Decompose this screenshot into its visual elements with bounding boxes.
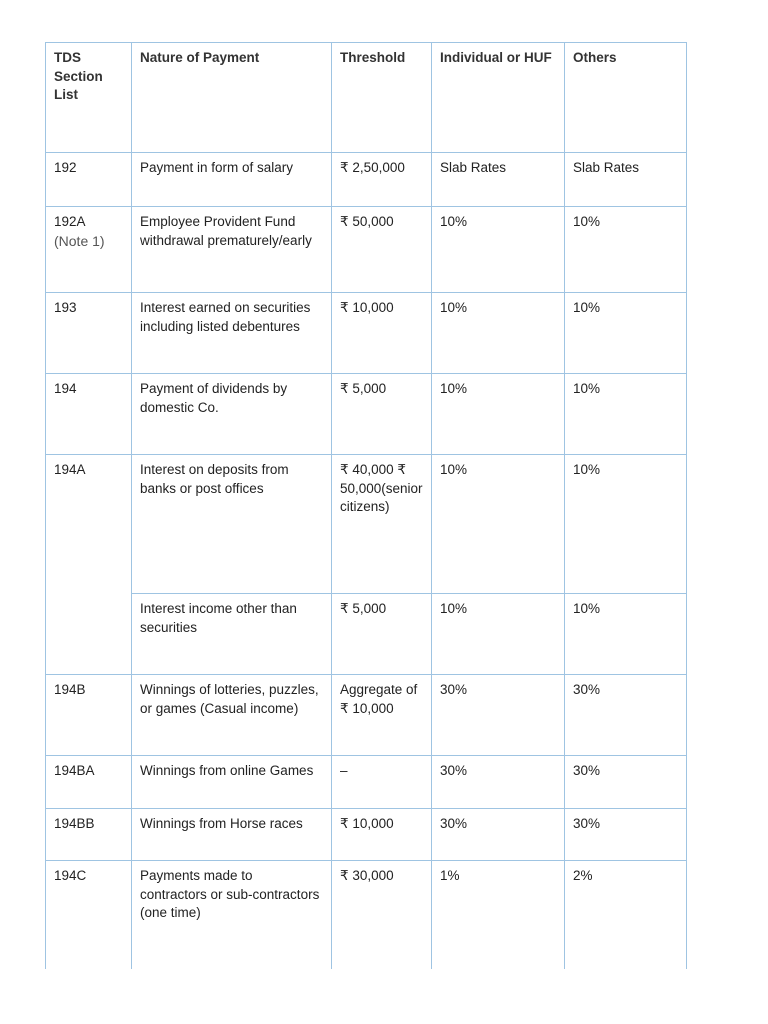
cell-nature: Payment in form of salary xyxy=(132,153,332,207)
header-threshold: Threshold xyxy=(332,43,432,153)
cell-section xyxy=(46,153,132,207)
header-row xyxy=(46,43,687,153)
cell-section xyxy=(46,374,132,455)
header-individual: Individual or HUF xyxy=(432,43,565,153)
cell-threshold: ₹ 5,000 xyxy=(332,374,432,455)
cell-others: 30% xyxy=(565,809,687,861)
cell-threshold: – xyxy=(332,756,432,809)
cell-individual: 1% xyxy=(432,861,565,976)
table-row xyxy=(46,293,687,374)
cell-threshold: ₹ 40,000 ₹ 50,000(senior citizens) xyxy=(332,455,432,594)
cell-nature: Payment of dividends by domestic Co. xyxy=(132,374,332,455)
section-code: 194A xyxy=(54,462,86,477)
cell-threshold: ₹ 5,000 xyxy=(332,594,432,675)
cell-nature: Winnings of lotteries, puzzles, or games (Casual income) xyxy=(132,675,332,756)
table-row xyxy=(46,861,687,976)
section-code: 194B xyxy=(54,682,86,697)
cell-individual: 30% xyxy=(432,809,565,861)
table-row xyxy=(46,756,687,809)
cell-others: 10% xyxy=(565,293,687,374)
cell-individual: Slab Rates xyxy=(432,153,565,207)
cell-others: 10% xyxy=(565,374,687,455)
cell-section xyxy=(46,756,132,809)
cell-section xyxy=(46,675,132,756)
cell-nature: Winnings from Horse races xyxy=(132,809,332,861)
cell-individual: 10% xyxy=(432,207,565,293)
table-body xyxy=(46,153,687,976)
table-row xyxy=(46,809,687,861)
header-nature: Nature of Payment xyxy=(132,43,332,153)
cell-nature: Winnings from online Games xyxy=(132,756,332,809)
tds-rates-table xyxy=(45,42,687,976)
cell-others: 10% xyxy=(565,455,687,594)
section-code: 194BA xyxy=(54,763,95,778)
section-code: 193 xyxy=(54,300,77,315)
cell-section xyxy=(46,207,132,293)
cell-nature: Payments made to contractors or sub-contractors (one time) xyxy=(132,861,332,976)
cell-others: 10% xyxy=(565,207,687,293)
section-code: 192 xyxy=(54,160,77,175)
cell-individual: 30% xyxy=(432,756,565,809)
cell-threshold: ₹ 10,000 xyxy=(332,809,432,861)
cell-others: Slab Rates xyxy=(565,153,687,207)
cell-nature: Interest earned on securities including listed debentures xyxy=(132,293,332,374)
cell-nature: Interest income other than securities xyxy=(132,594,332,675)
table-row xyxy=(46,675,687,756)
page-bottom-margin xyxy=(0,969,768,1024)
table-row xyxy=(46,594,687,675)
cell-individual: 10% xyxy=(432,455,565,594)
cell-individual: 10% xyxy=(432,594,565,675)
table-row xyxy=(46,374,687,455)
cell-others: 2% xyxy=(565,861,687,976)
cell-section xyxy=(46,293,132,374)
table-row xyxy=(46,455,687,594)
table-row xyxy=(46,207,687,293)
cell-section xyxy=(46,861,132,976)
cell-others: 10% xyxy=(565,594,687,675)
section-note: (Note 1) xyxy=(54,232,105,249)
cell-threshold: ₹ 30,000 xyxy=(332,861,432,976)
cell-threshold: ₹ 2,50,000 xyxy=(332,153,432,207)
cell-section xyxy=(46,809,132,861)
section-code: 192A xyxy=(54,214,86,229)
section-code: 194BB xyxy=(54,816,95,831)
cell-individual: 30% xyxy=(432,675,565,756)
cell-individual: 10% xyxy=(432,374,565,455)
cell-section xyxy=(46,455,132,675)
cell-threshold: ₹ 50,000 xyxy=(332,207,432,293)
header-others: Others xyxy=(565,43,687,153)
cell-others: 30% xyxy=(565,756,687,809)
section-code: 194C xyxy=(54,868,87,883)
cell-threshold: Aggregate of ₹ 10,000 xyxy=(332,675,432,756)
cell-threshold: ₹ 10,000 xyxy=(332,293,432,374)
table-row xyxy=(46,153,687,207)
cell-individual: 10% xyxy=(432,293,565,374)
cell-others: 30% xyxy=(565,675,687,756)
cell-nature: Interest on deposits from banks or post offices xyxy=(132,455,332,594)
header-section: TDS Section List xyxy=(46,43,132,153)
section-code: 194 xyxy=(54,381,77,396)
cell-nature: Employee Provident Fund withdrawal prematurely/early xyxy=(132,207,332,293)
